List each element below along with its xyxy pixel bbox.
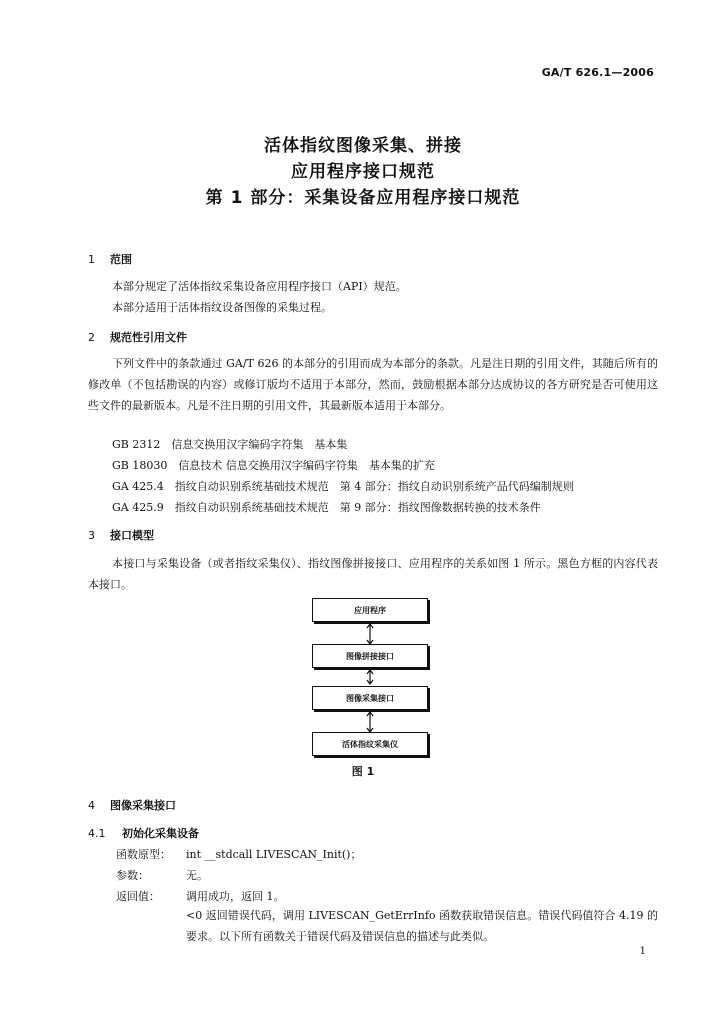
reference-item: GB 2312 信息交换用汉字编码字符集 基本集 (112, 438, 348, 451)
diagram-box-scanner: 活体指纹采集仪 (312, 732, 428, 756)
section-3-text: 本接口与采集设备（或者指纹采集仪）、指纹图像拼接接口、应用程序的关系如图 1 所示。黑色方框的内容代表本接口。 (88, 557, 658, 591)
section-4-1-title: 初始化采集设备 (122, 827, 199, 840)
diagram-box-capture-interface: 图像采集接口 (312, 686, 428, 710)
reference-item: GA 425.9 指纹自动识别系统基础技术规范 第 9 部分：指纹图像数据转换的技术条件 (112, 501, 541, 514)
section-1-para-1: 本部分规定了活体指纹采集设备应用程序接口（API）规范。 (112, 280, 407, 293)
section-2-title: 规范性引用文件 (110, 331, 187, 344)
title-line-1: 活体指纹图像采集、拼接 (264, 136, 462, 156)
section-3-heading (88, 527, 154, 543)
section-1-para-2: 本部分适用于活体指纹设备图像的采集过程。 (112, 301, 332, 314)
section-3-title: 接口模型 (110, 529, 154, 542)
section-2-intro: 下列文件中的条款通过 GA/T 626 的本部分的引用而成为本部分的条款。凡是注日期的引用文件，其随后所有的修改单（不包括勘误的内容）或修订版均不适用于本部分，然而，鼓励根据本部分达成协议的各方研究是否可使用这些文件的最新版本。凡是不注日期的引用文件，其最新版本适用于本部分。 (88, 357, 658, 412)
section-4-1-number: 4.1 (88, 827, 106, 840)
function-prototype-row (116, 846, 361, 862)
reference-item: GA 425.4 指纹自动识别系统基础技术规范 第 4 部分：指纹自动识别系统产品代码编制规则 (112, 480, 574, 493)
return-value-success: 调用成功，返回 1。 (186, 890, 285, 903)
diagram-arrow (369, 669, 371, 685)
figure-caption: 图 1 (351, 765, 375, 778)
section-4-number: 4 (88, 799, 95, 812)
title-line-3: 第 1 部分：采集设备应用程序接口规范 (205, 188, 521, 208)
section-1-title: 范围 (110, 253, 132, 266)
section-1-heading (88, 251, 132, 267)
parameters-label: 参数： (116, 869, 149, 882)
standard-code: GA/T 626.1—2006 (541, 66, 654, 79)
return-value-error: <0 返回错误代码，调用 LIVESCAN_GetErrInfo 函数获取错误信息。错误代码值符合 4.19 的要求。以下所有函数关于错误代码及错误信息的描述与此类似。 (186, 909, 658, 943)
title-line-2: 应用程序接口规范 (291, 162, 435, 182)
section-2-number: 2 (88, 331, 95, 344)
section-2-heading (88, 329, 187, 345)
return-label: 返回值： (116, 890, 160, 903)
section-3-number: 3 (88, 529, 95, 542)
document-title (0, 133, 726, 211)
prototype-value: int __stdcall LIVESCAN_Init()； (186, 848, 362, 861)
parameters-value: 无。 (186, 869, 208, 882)
section-4-1-heading (88, 825, 199, 841)
reference-item: GB 18030 信息技术 信息交换用汉字编码字符集 基本集的扩充 (112, 459, 435, 472)
diagram-box-application: 应用程序 (312, 598, 428, 622)
section-1-number: 1 (88, 253, 95, 266)
diagram-arrow (369, 711, 371, 733)
section-4-title: 图像采集接口 (110, 799, 176, 812)
return-value-row (116, 888, 285, 904)
section-4-heading (88, 797, 176, 813)
page-number: 1 (639, 946, 646, 957)
diagram-box-stitch-interface: 图像拼接接口 (312, 644, 428, 668)
diagram-arrow (369, 623, 371, 645)
prototype-label: 函数原型： (116, 848, 171, 861)
parameters-row (116, 867, 208, 883)
